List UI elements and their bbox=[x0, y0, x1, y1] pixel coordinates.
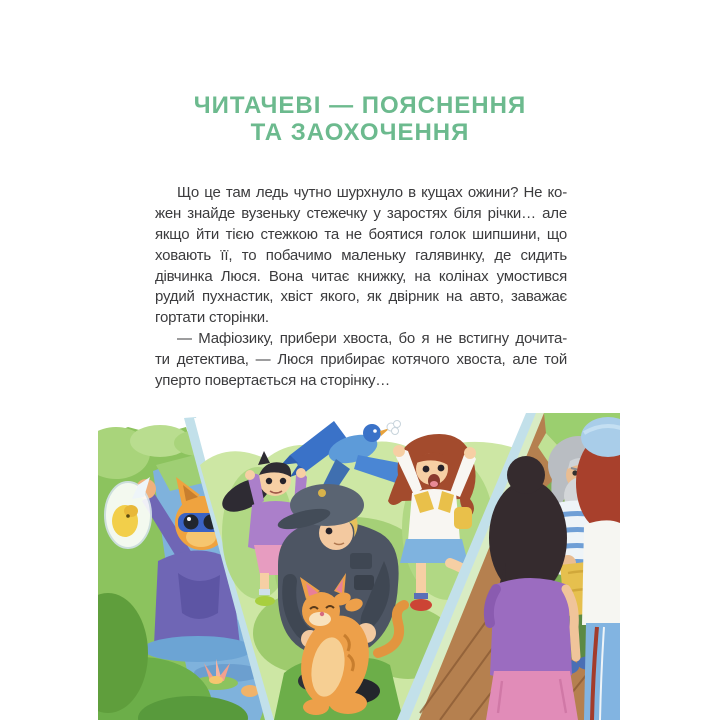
text-line: рудий пухнастик, хвіст якого, як двірник на авто, заважає bbox=[155, 288, 567, 306]
text-line: ховають її, то побачимо маленьку галявинку, де сидить bbox=[155, 246, 567, 264]
page-title-line2: ТА ЗАОХОЧЕННЯ bbox=[250, 119, 470, 146]
text-line: жен знайде вузеньку стежечку у заростях біля річки… але bbox=[155, 204, 567, 222]
text-line: — Мафіозику, прибери хвоста, бо я не встигну дочита- bbox=[177, 330, 567, 348]
text-line: ти детектива, — Люся прибирає котячого хвоста, але той bbox=[155, 351, 567, 369]
text-line: Що це там ледь чутно шурхнуло в кущах ожини? Не ко- bbox=[177, 184, 567, 201]
story-illustration bbox=[98, 413, 620, 720]
page-title-line1: ЧИТАЧЕВІ — ПОЯСНЕННЯ bbox=[193, 92, 527, 119]
text-line: дівчинка Люся. Вона читає книжку, на колінах умостився bbox=[155, 267, 567, 285]
page-title bbox=[0, 92, 720, 146]
text-line: якщо йти тією стежкою та не боятися голок шипшини, що bbox=[155, 225, 567, 243]
text-line: гортати сторінки. bbox=[155, 309, 269, 327]
body-text bbox=[155, 183, 567, 392]
text-line: уперто повертається на сторінку… bbox=[155, 372, 391, 390]
